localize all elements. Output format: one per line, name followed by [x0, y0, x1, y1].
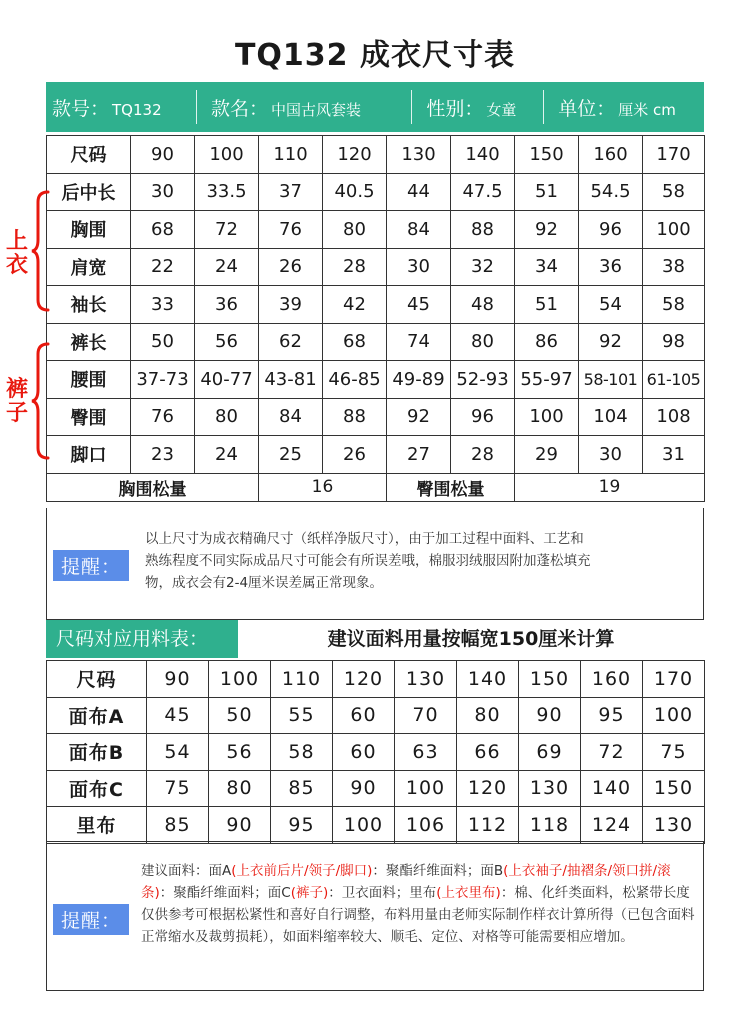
measurement-cell: 92 — [515, 211, 579, 249]
fabric-reminder-badge: 提醒： — [53, 904, 129, 935]
measurement-cell: 37-73 — [131, 361, 195, 399]
measurement-cell: 44 — [387, 173, 451, 211]
gender — [420, 94, 535, 121]
measurement-cell: 37 — [259, 173, 323, 211]
fabric-amount-cell: 69 — [519, 734, 581, 771]
measurement-cell: 52-93 — [451, 361, 515, 399]
fabric-amount-cell: 90 — [519, 697, 581, 734]
measurement-cell: 33 — [131, 286, 195, 324]
fabric-size-cell: 170 — [643, 661, 705, 698]
fabric-amount-cell: 150 — [643, 770, 705, 807]
fabric-row-label: 面布A — [47, 697, 147, 734]
style-name-label: 款名： — [211, 97, 269, 120]
fabric-amount-cell: 55 — [271, 697, 333, 734]
measurement-cell: 38 — [643, 248, 705, 286]
table-row — [47, 398, 705, 436]
measurement-cell: 36 — [195, 286, 259, 324]
fabric-amount-cell: 100 — [333, 807, 395, 844]
fabric-size-cell: 140 — [457, 661, 519, 698]
measurement-cell: 33.5 — [195, 173, 259, 211]
measurement-cell: 96 — [579, 211, 643, 249]
measurement-cell: 84 — [259, 398, 323, 436]
size-header-cell: 170 — [643, 136, 705, 174]
measurement-cell: 47.5 — [451, 173, 515, 211]
size-header-cell: 120 — [323, 136, 387, 174]
gender-label: 性别： — [426, 97, 484, 120]
highlight-text: (上衣前后片/领子/脚口) — [231, 863, 373, 879]
table-row — [47, 173, 705, 211]
fabric-reminder-box — [46, 841, 704, 991]
measurement-cell: 68 — [131, 211, 195, 249]
divider — [411, 90, 412, 124]
size-header-label: 尺码 — [47, 136, 131, 174]
measurement-cell: 31 — [643, 436, 705, 474]
size-header-cell: 110 — [259, 136, 323, 174]
measurement-cell: 80 — [195, 398, 259, 436]
measurement-cell: 84 — [387, 211, 451, 249]
measurement-cell: 34 — [515, 248, 579, 286]
measurement-cell: 86 — [515, 323, 579, 361]
fabric-size-cell: 150 — [519, 661, 581, 698]
reminder-segment: ：聚酯纤维面料；面C — [159, 885, 291, 901]
fabric-amount-cell: 80 — [209, 770, 271, 807]
fabric-header-label: 尺码 — [47, 661, 147, 698]
fabric-table — [46, 660, 705, 844]
fabric-amount-cell: 90 — [333, 770, 395, 807]
divider — [196, 90, 197, 124]
reminder-line: 物，成衣会有2-4厘米误差属正常现象。 — [145, 575, 384, 591]
top-section-label — [6, 230, 28, 278]
measurement-cell: 39 — [259, 286, 323, 324]
fabric-amount-cell: 80 — [457, 697, 519, 734]
fabric-amount-cell: 130 — [519, 770, 581, 807]
fabric-amount-cell: 58 — [271, 734, 333, 771]
fabric-amount-cell: 60 — [333, 697, 395, 734]
row-label: 肩宽 — [47, 248, 131, 286]
fabric-row — [47, 807, 705, 844]
highlight-text: (裤子) — [290, 885, 329, 901]
pants-label-char: 子 — [6, 401, 29, 426]
fabric-amount-cell: 54 — [147, 734, 209, 771]
fabric-amount-cell: 45 — [147, 697, 209, 734]
size-header-cell: 100 — [195, 136, 259, 174]
top-label-char: 上 — [6, 229, 29, 254]
measurement-cell: 51 — [515, 173, 579, 211]
measurement-cell: 98 — [643, 323, 705, 361]
fabric-amount-cell: 56 — [209, 734, 271, 771]
size-table — [46, 135, 705, 502]
measurement-cell: 46-85 — [323, 361, 387, 399]
measurement-cell: 104 — [579, 398, 643, 436]
measurement-cell: 30 — [131, 173, 195, 211]
row-label: 胸围 — [47, 211, 131, 249]
measurement-cell: 58-101 — [579, 361, 643, 399]
measurement-cell: 28 — [323, 248, 387, 286]
measurement-cell: 49-89 — [387, 361, 451, 399]
measurement-cell: 32 — [451, 248, 515, 286]
size-header-cell: 160 — [579, 136, 643, 174]
fabric-amount-cell: 112 — [457, 807, 519, 844]
fabric-amount-cell: 120 — [457, 770, 519, 807]
fabric-amount-cell: 85 — [271, 770, 333, 807]
fabric-row — [47, 770, 705, 807]
measurement-cell: 29 — [515, 436, 579, 474]
style-number — [46, 94, 188, 121]
size-header-row — [47, 136, 705, 174]
reminder-line: 以上尺寸为成衣精确尺寸（纸样净版尺寸），由于加工过程中面料、工艺和 — [145, 531, 584, 547]
fabric-amount-cell: 140 — [581, 770, 643, 807]
reminder-segment: 建议面料：面A — [141, 863, 232, 879]
hip-ease-value: 19 — [515, 473, 705, 501]
reminder-text — [145, 528, 701, 594]
table-row — [47, 436, 705, 474]
measurement-cell: 58 — [643, 286, 705, 324]
measurement-cell: 43-81 — [259, 361, 323, 399]
measurement-cell: 30 — [387, 248, 451, 286]
measurement-cell: 92 — [579, 323, 643, 361]
style-name — [205, 94, 403, 121]
fabric-header-bar — [46, 620, 704, 658]
fabric-width-note: 建议面料用量按幅宽150厘米计算 — [327, 628, 615, 650]
measurement-cell: 62 — [259, 323, 323, 361]
measurement-cell: 88 — [323, 398, 387, 436]
gender-value: 女童 — [486, 100, 517, 119]
measurement-cell: 40.5 — [323, 173, 387, 211]
fabric-amount-cell: 118 — [519, 807, 581, 844]
fabric-amount-cell: 70 — [395, 697, 457, 734]
row-label: 腰围 — [47, 361, 131, 399]
highlight-text: (上衣里布) — [436, 885, 501, 901]
hip-ease-label: 臀围松量 — [387, 473, 515, 501]
measurement-cell: 68 — [323, 323, 387, 361]
fabric-amount-cell: 124 — [581, 807, 643, 844]
fabric-amount-cell: 75 — [643, 734, 705, 771]
measurement-cell: 45 — [387, 286, 451, 324]
style-name-value: 中国古风套装 — [271, 100, 362, 119]
measurement-cell: 54.5 — [579, 173, 643, 211]
measurement-cell: 25 — [259, 436, 323, 474]
size-header-cell: 130 — [387, 136, 451, 174]
size-header-cell: 140 — [451, 136, 515, 174]
reminder-badge: 提醒： — [53, 550, 129, 581]
measurement-cell: 42 — [323, 286, 387, 324]
ease-row — [47, 473, 705, 501]
measurement-cell: 72 — [195, 211, 259, 249]
highlight-text: (上衣袖子/抽褶条/领口拼/滚条) — [141, 863, 671, 901]
fabric-row-label: 里布 — [47, 807, 147, 844]
fabric-size-cell: 100 — [209, 661, 271, 698]
row-label: 后中长 — [47, 173, 131, 211]
fabric-header-row — [47, 661, 705, 698]
size-header-cell: 150 — [515, 136, 579, 174]
unit — [552, 94, 704, 121]
reminder-segment: ：聚酯纤维面料；面B — [372, 863, 504, 879]
table-row — [47, 361, 705, 399]
reminder-box — [46, 508, 704, 620]
measurement-cell: 76 — [131, 398, 195, 436]
top-label-char: 衣 — [6, 253, 29, 278]
measurement-cell: 26 — [323, 436, 387, 474]
pants-section-label — [6, 378, 28, 426]
measurement-cell: 50 — [131, 323, 195, 361]
unit-value: 厘米 cm — [618, 100, 676, 119]
measurement-cell: 28 — [451, 436, 515, 474]
pants-bracket — [30, 340, 52, 462]
row-label: 臀围 — [47, 398, 131, 436]
measurement-cell: 100 — [515, 398, 579, 436]
info-bar — [46, 82, 704, 132]
reminder-line: 熟练程度不同实际成品尺寸可能会有所误差哦，棉服羽绒服因附加蓬松填充 — [145, 553, 591, 569]
fabric-row-label: 面布B — [47, 734, 147, 771]
row-label: 裤长 — [47, 323, 131, 361]
page-title: TQ132 成衣尺寸表 — [234, 38, 516, 73]
measurement-cell: 40-77 — [195, 361, 259, 399]
measurement-cell: 24 — [195, 248, 259, 286]
measurement-cell: 100 — [643, 211, 705, 249]
measurement-cell: 26 — [259, 248, 323, 286]
measurement-cell: 58 — [643, 173, 705, 211]
fabric-amount-cell: 50 — [209, 697, 271, 734]
fabric-amount-cell: 63 — [395, 734, 457, 771]
chest-ease-value: 16 — [259, 473, 387, 501]
fabric-amount-cell: 60 — [333, 734, 395, 771]
table-row — [47, 323, 705, 361]
row-label: 脚口 — [47, 436, 131, 474]
measurement-cell: 61-105 — [643, 361, 705, 399]
measurement-cell: 56 — [195, 323, 259, 361]
reminder-segment: ：棉、化纤类面料，松紧带长度仅供参考可根据松紧性和喜好自行调整，布料用量由老师实际制作样衣计算所得（已包含面料正常缩水及裁剪损耗），如面料缩率较大、顺毛、定位、对格等可能需要相应增加。 — [141, 885, 695, 945]
reminder-segment: ：卫衣面料；里布 — [328, 885, 437, 901]
style-number-label: 款号： — [52, 97, 110, 120]
fabric-size-cell: 110 — [271, 661, 333, 698]
size-header-cell: 90 — [131, 136, 195, 174]
fabric-row — [47, 697, 705, 734]
measurement-cell: 55-97 — [515, 361, 579, 399]
measurement-cell: 108 — [643, 398, 705, 436]
pants-label-char: 裤 — [6, 377, 29, 402]
measurement-cell: 48 — [451, 286, 515, 324]
fabric-reminder-text — [141, 860, 701, 948]
chest-ease-label: 胸围松量 — [47, 473, 259, 501]
fabric-row — [47, 734, 705, 771]
measurement-cell: 36 — [579, 248, 643, 286]
measurement-cell: 54 — [579, 286, 643, 324]
fabric-amount-cell: 72 — [581, 734, 643, 771]
fabric-amount-cell: 66 — [457, 734, 519, 771]
measurement-cell: 27 — [387, 436, 451, 474]
fabric-amount-cell: 90 — [209, 807, 271, 844]
table-row — [47, 248, 705, 286]
fabric-size-cell: 90 — [147, 661, 209, 698]
divider — [543, 90, 544, 124]
fabric-table-label: 尺码对应用料表： — [46, 620, 238, 658]
measurement-cell: 88 — [451, 211, 515, 249]
measurement-cell: 96 — [451, 398, 515, 436]
measurement-cell: 22 — [131, 248, 195, 286]
fabric-amount-cell: 106 — [395, 807, 457, 844]
measurement-cell: 76 — [259, 211, 323, 249]
fabric-amount-cell: 75 — [147, 770, 209, 807]
measurement-cell: 51 — [515, 286, 579, 324]
table-row — [47, 286, 705, 324]
row-label: 袖长 — [47, 286, 131, 324]
style-number-value: TQ132 — [112, 100, 162, 119]
fabric-amount-cell: 100 — [395, 770, 457, 807]
fabric-size-cell: 160 — [581, 661, 643, 698]
fabric-amount-cell: 95 — [581, 697, 643, 734]
fabric-amount-cell: 130 — [643, 807, 705, 844]
measurement-cell: 80 — [323, 211, 387, 249]
fabric-amount-cell: 95 — [271, 807, 333, 844]
measurement-cell: 92 — [387, 398, 451, 436]
fabric-amount-cell: 85 — [147, 807, 209, 844]
fabric-size-cell: 120 — [333, 661, 395, 698]
top-bracket — [30, 188, 52, 314]
unit-label: 单位： — [558, 97, 616, 120]
measurement-cell: 24 — [195, 436, 259, 474]
fabric-row-label: 面布C — [47, 770, 147, 807]
fabric-amount-cell: 100 — [643, 697, 705, 734]
measurement-cell: 80 — [451, 323, 515, 361]
measurement-cell: 74 — [387, 323, 451, 361]
fabric-size-cell: 130 — [395, 661, 457, 698]
measurement-cell: 30 — [579, 436, 643, 474]
measurement-cell: 23 — [131, 436, 195, 474]
table-row — [47, 211, 705, 249]
